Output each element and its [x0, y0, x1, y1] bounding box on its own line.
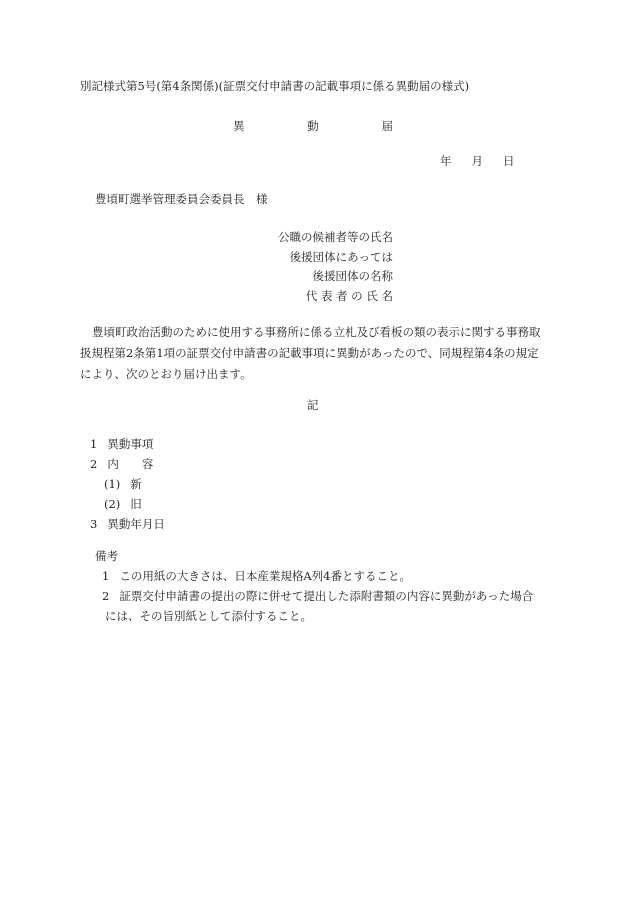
form-header: 別記様式第5号(第4条関係)(証票交付申請書の記載事項に係る異動届の様式)	[80, 79, 470, 93]
list-item	[90, 514, 165, 534]
addressee: 豊頃町選挙管理委員会委員長 様	[95, 192, 268, 206]
note-item	[95, 566, 533, 586]
note-number: 1	[102, 569, 110, 583]
item-number: (2)	[104, 497, 121, 511]
sub-item	[90, 474, 165, 494]
sender-line: 後援団体にあっては	[289, 249, 393, 264]
title-char: 異	[233, 119, 245, 133]
sender-line: 公職の候補者等の氏名	[278, 230, 393, 244]
note-text: この用紙の大きさは、日本産業規格A列4番とすること。	[119, 569, 411, 583]
sender-block	[200, 228, 393, 306]
note-continuation: には、その旨別紙として添付すること。	[105, 609, 312, 623]
item-text: 新	[130, 477, 142, 491]
note-item	[95, 586, 533, 606]
title-char: 動	[307, 119, 319, 133]
notes-section	[95, 546, 533, 626]
date-year: 年	[440, 154, 452, 168]
item-text: 旧	[130, 497, 142, 511]
item-number: 2	[90, 457, 98, 471]
notes-heading: 備考	[95, 549, 118, 563]
item-number: (1)	[104, 477, 121, 491]
date-line	[440, 155, 515, 169]
note-number: 2	[102, 589, 110, 603]
document-title	[233, 120, 393, 134]
body-paragraph: 豊頃町政治活動のために使用する事務所に係る立札及び看板の類の表示に関する事務取扱規程第2条第1項の証票交付申請書の記載事項に異動があったので、同規程第4条の規定により、次のとおり届け出ます。	[80, 325, 541, 381]
item-list	[90, 434, 165, 534]
date-month: 月	[471, 154, 483, 168]
sender-line: 代 表 者 の 氏 名	[305, 288, 393, 303]
title-char: 届	[381, 119, 393, 133]
item-text: 異動年月日	[107, 517, 165, 531]
note-text: 証票交付申請書の提出の際に併せて提出した添附書類の内容に異動があった場合	[119, 589, 534, 603]
sender-line: 後援団体の名称	[312, 269, 393, 283]
date-day: 日	[503, 154, 515, 168]
list-item	[90, 434, 165, 454]
sub-item	[90, 494, 165, 514]
ki-heading: 記	[307, 398, 319, 412]
item-text: 異動事項	[107, 437, 154, 451]
item-text: 内 容	[107, 457, 154, 471]
item-number: 1	[90, 437, 98, 451]
item-number: 3	[90, 517, 98, 531]
list-item	[90, 454, 165, 474]
